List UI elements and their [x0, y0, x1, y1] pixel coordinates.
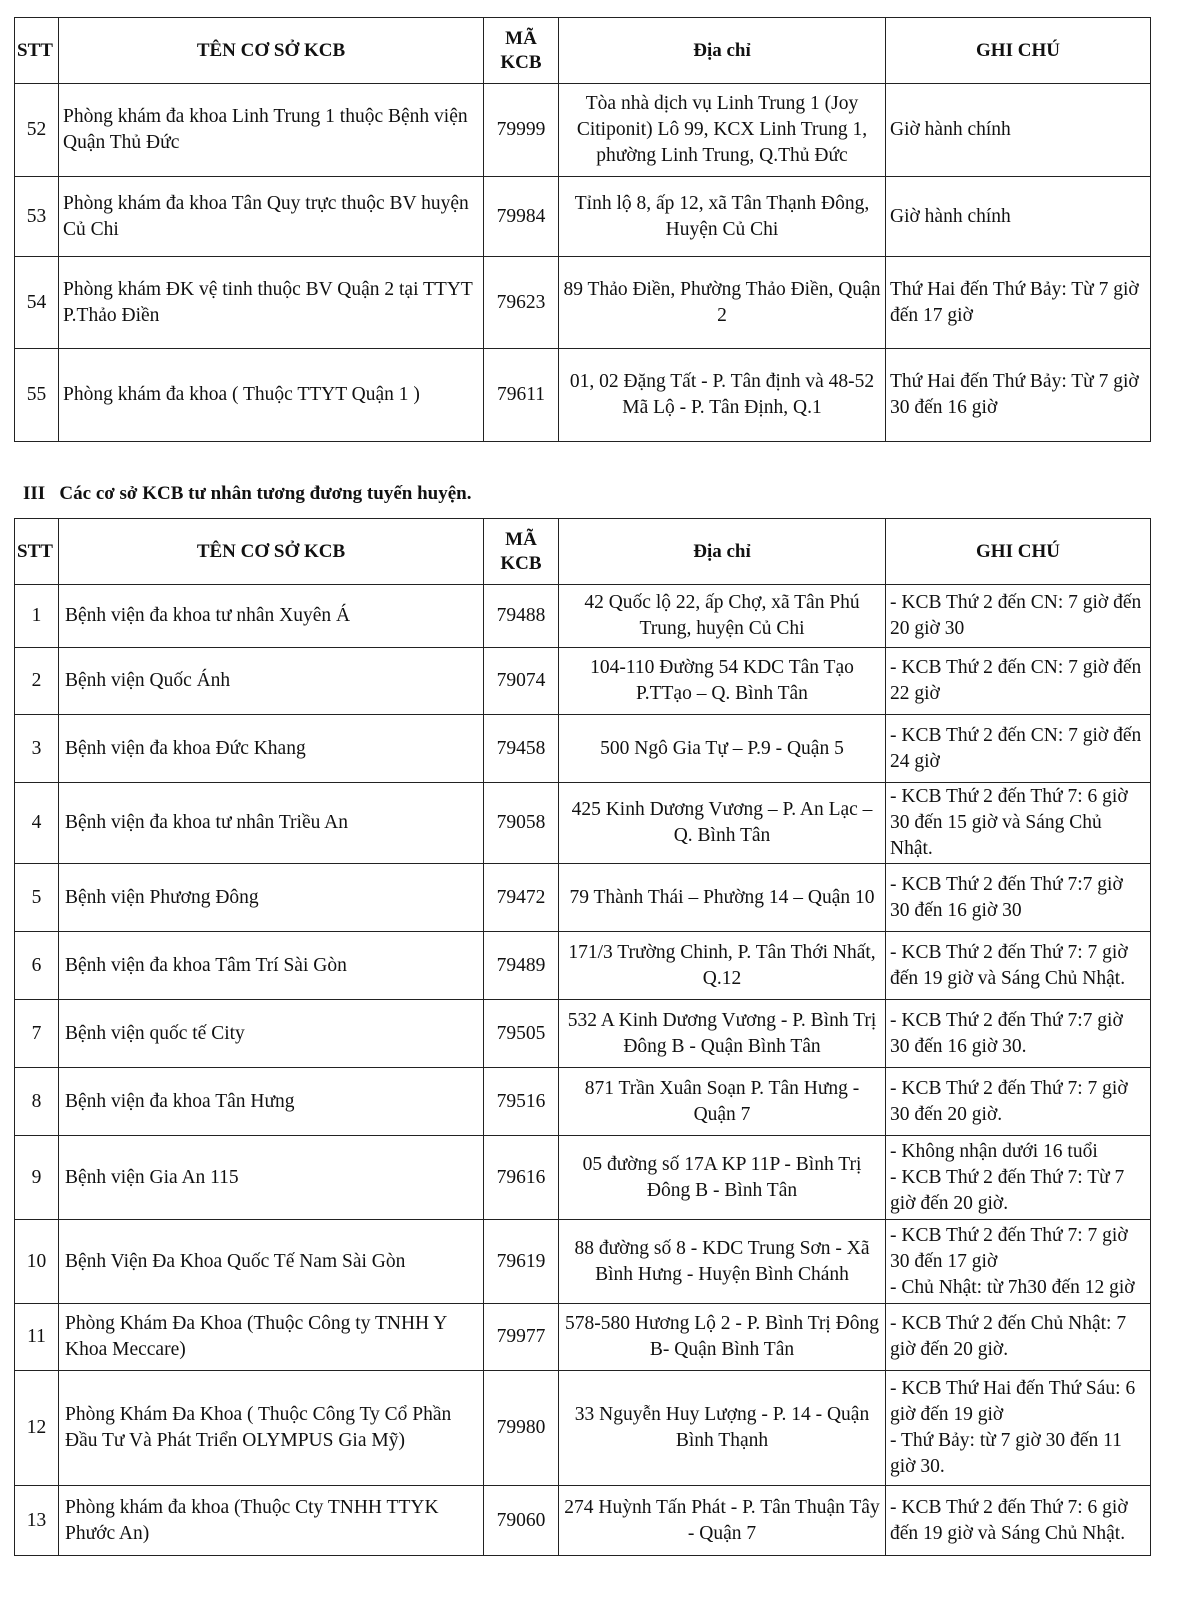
- row-note: - KCB Thứ 2 đến Thứ 7:7 giờ 30 đến 16 giờ 30.: [886, 1000, 1151, 1068]
- row-address: 425 Kinh Dương Vương – P. An Lạc – Q. Bình Tân: [559, 783, 886, 864]
- row-address: 871 Trần Xuân Soạn P. Tân Hưng - Quận 7: [559, 1068, 886, 1136]
- row-address: 33 Nguyễn Huy Lượng - P. 14 - Quận Bình Thạnh: [559, 1371, 886, 1486]
- table-row: [15, 932, 1151, 1000]
- row-note: Thứ Hai đến Thứ Bảy: Từ 7 giờ 30 đến 16 giờ: [886, 349, 1151, 442]
- row-facility-name: Bệnh viện đa khoa tư nhân Triều An: [59, 783, 484, 864]
- row-stt: 55: [15, 349, 59, 442]
- row-facility-name: Bệnh viện Quốc Ánh: [59, 648, 484, 715]
- row-note: - KCB Thứ 2 đến CN: 7 giờ đến 24 giờ: [886, 715, 1151, 783]
- row-note: - KCB Thứ 2 đến Thứ 7: 7 giờ 30 đến 17 giờ - Chủ Nhật: từ 7h30 đến 12 giờ: [886, 1220, 1151, 1304]
- row-facility-code: 79616: [484, 1136, 559, 1220]
- row-stt: 6: [15, 932, 59, 1000]
- table-row: [15, 1486, 1151, 1556]
- row-facility-code: 79980: [484, 1371, 559, 1486]
- row-facility-code: 79489: [484, 932, 559, 1000]
- table-row: [15, 1371, 1151, 1486]
- row-stt: 4: [15, 783, 59, 864]
- row-facility-name: Phòng Khám Đa Khoa (Thuộc Công ty TNHH Y Khoa Meccare): [59, 1304, 484, 1371]
- header-code-line1: MÃ: [505, 528, 537, 550]
- row-facility-code: 79488: [484, 585, 559, 648]
- hospital-table-2: [14, 518, 1151, 1556]
- row-stt: 8: [15, 1068, 59, 1136]
- table-row: [15, 1304, 1151, 1371]
- row-address: 500 Ngô Gia Tự – P.9 - Quận 5: [559, 715, 886, 783]
- row-facility-name: Bệnh viện đa khoa tư nhân Xuyên Á: [59, 585, 484, 648]
- row-note: - KCB Thứ 2 đến Chủ Nhật: 7 giờ đến 20 giờ.: [886, 1304, 1151, 1371]
- row-facility-code: 79060: [484, 1486, 559, 1556]
- row-address: 578-580 Hương Lộ 2 - P. Bình Trị Đông B- Quận Bình Tân: [559, 1304, 886, 1371]
- table-row: [15, 715, 1151, 783]
- row-stt: 11: [15, 1304, 59, 1371]
- row-facility-name: Bệnh viện đa khoa Tâm Trí Sài Gòn: [59, 932, 484, 1000]
- row-address: 274 Huỳnh Tấn Phát - P. Tân Thuận Tây - Quận 7: [559, 1486, 886, 1556]
- row-facility-code: 79984: [484, 177, 559, 257]
- row-note: - KCB Thứ 2 đến CN: 7 giờ đến 22 giờ: [886, 648, 1151, 715]
- row-facility-code: 79977: [484, 1304, 559, 1371]
- row-note: - KCB Thứ 2 đến Thứ 7: 7 giờ 30 đến 20 giờ.: [886, 1068, 1151, 1136]
- header-code-line2: KCB: [500, 51, 542, 73]
- table-row: [15, 349, 1151, 442]
- row-address: 104-110 Đường 54 KDC Tân Tạo P.TTạo – Q. Bình Tân: [559, 648, 886, 715]
- table-row: [15, 84, 1151, 177]
- table-row: [15, 257, 1151, 349]
- hospital-table-1: [14, 17, 1151, 442]
- row-note: Giờ hành chính: [886, 84, 1151, 177]
- row-facility-code: 79505: [484, 1000, 559, 1068]
- row-address: 532 A Kinh Dương Vương - P. Bình Trị Đông B - Quận Bình Tân: [559, 1000, 886, 1068]
- header-code-line2: KCB: [500, 552, 542, 574]
- row-stt: 3: [15, 715, 59, 783]
- table-header-row: [15, 519, 1151, 585]
- header-address: Địa chỉ: [559, 18, 886, 84]
- row-facility-code: 79458: [484, 715, 559, 783]
- row-facility-code: 79472: [484, 864, 559, 932]
- row-facility-name: Bệnh viện Phương Đông: [59, 864, 484, 932]
- row-stt: 9: [15, 1136, 59, 1220]
- row-stt: 1: [15, 585, 59, 648]
- row-address: 01, 02 Đặng Tất - P. Tân định và 48-52 Mã Lộ - P. Tân Định, Q.1: [559, 349, 886, 442]
- row-stt: 7: [15, 1000, 59, 1068]
- row-note: - KCB Thứ 2 đến Thứ 7: 6 giờ 30 đến 15 giờ và Sáng Chủ Nhật.: [886, 783, 1151, 864]
- row-facility-code: 79058: [484, 783, 559, 864]
- row-note: - KCB Thứ 2 đến Thứ 7: 7 giờ đến 19 giờ và Sáng Chủ Nhật.: [886, 932, 1151, 1000]
- table-row: [15, 585, 1151, 648]
- row-note: - Không nhận dưới 16 tuổi - KCB Thứ 2 đến Thứ 7: Từ 7 giờ đến 20 giờ.: [886, 1136, 1151, 1220]
- table-row: [15, 1000, 1151, 1068]
- row-facility-code: 79516: [484, 1068, 559, 1136]
- table-row: [15, 1220, 1151, 1304]
- row-note: - KCB Thứ 2 đến Thứ 7: 6 giờ đến 19 giờ và Sáng Chủ Nhật.: [886, 1486, 1151, 1556]
- row-facility-name: Phòng khám đa khoa ( Thuộc TTYT Quận 1 ): [59, 349, 484, 442]
- row-facility-name: Bệnh viện Gia An 115: [59, 1136, 484, 1220]
- header-stt: STT: [15, 519, 59, 585]
- row-stt: 10: [15, 1220, 59, 1304]
- table-row: [15, 177, 1151, 257]
- header-code-line1: MÃ: [505, 27, 537, 49]
- section-title: III Các cơ sở KCB tư nhân tương đương tuyến huyện.: [23, 483, 472, 504]
- header-name: TÊN CƠ SỞ KCB: [59, 18, 484, 84]
- header-code: [484, 18, 559, 84]
- row-facility-name: Phòng khám ĐK vệ tinh thuộc BV Quận 2 tại TTYT P.Thảo Điền: [59, 257, 484, 349]
- table-row: [15, 1068, 1151, 1136]
- header-address: Địa chỉ: [559, 519, 886, 585]
- row-address: Tỉnh lộ 8, ấp 12, xã Tân Thạnh Đông, Huyện Củ Chi: [559, 177, 886, 257]
- row-address: 171/3 Trường Chinh, P. Tân Thới Nhất, Q.12: [559, 932, 886, 1000]
- header-note: GHI CHÚ: [886, 18, 1151, 84]
- row-facility-name: Phòng Khám Đa Khoa ( Thuộc Công Ty Cổ Phần Đầu Tư Và Phát Triển OLYMPUS Gia Mỹ): [59, 1371, 484, 1486]
- row-stt: 2: [15, 648, 59, 715]
- row-stt: 13: [15, 1486, 59, 1556]
- row-stt: 54: [15, 257, 59, 349]
- row-facility-code: 79623: [484, 257, 559, 349]
- table-row: [15, 864, 1151, 932]
- row-facility-name: Bệnh viện đa khoa Đức Khang: [59, 715, 484, 783]
- table-row: [15, 783, 1151, 864]
- row-facility-name: Phòng khám đa khoa Tân Quy trực thuộc BV huyện Củ Chi: [59, 177, 484, 257]
- row-facility-code: 79619: [484, 1220, 559, 1304]
- header-stt: STT: [15, 18, 59, 84]
- row-stt: 5: [15, 864, 59, 932]
- row-facility-name: Bệnh viện đa khoa Tân Hưng: [59, 1068, 484, 1136]
- row-address: 05 đường số 17A KP 11P - Bình Trị Đông B - Bình Tân: [559, 1136, 886, 1220]
- table-header-row: [15, 18, 1151, 84]
- row-note: Thứ Hai đến Thứ Bảy: Từ 7 giờ đến 17 giờ: [886, 257, 1151, 349]
- row-stt: 12: [15, 1371, 59, 1486]
- row-stt: 53: [15, 177, 59, 257]
- row-note: Giờ hành chính: [886, 177, 1151, 257]
- row-facility-name: Phòng khám đa khoa Linh Trung 1 thuộc Bệnh viện Quận Thủ Đức: [59, 84, 484, 177]
- row-facility-code: 79074: [484, 648, 559, 715]
- row-address: 88 đường số 8 - KDC Trung Sơn - Xã Bình Hưng - Huyện Bình Chánh: [559, 1220, 886, 1304]
- row-facility-code: 79611: [484, 349, 559, 442]
- row-facility-name: Bệnh viện quốc tế City: [59, 1000, 484, 1068]
- table-row: [15, 1136, 1151, 1220]
- row-address: 79 Thành Thái – Phường 14 – Quận 10: [559, 864, 886, 932]
- header-name: TÊN CƠ SỞ KCB: [59, 519, 484, 585]
- row-facility-name: Phòng khám đa khoa (Thuộc Cty TNHH TTYK Phước An): [59, 1486, 484, 1556]
- row-address: 42 Quốc lộ 22, ấp Chợ, xã Tân Phú Trung, huyện Củ Chi: [559, 585, 886, 648]
- row-note: - KCB Thứ 2 đến CN: 7 giờ đến 20 giờ 30: [886, 585, 1151, 648]
- header-note: GHI CHÚ: [886, 519, 1151, 585]
- row-facility-code: 79999: [484, 84, 559, 177]
- header-code: [484, 519, 559, 585]
- row-stt: 52: [15, 84, 59, 177]
- row-note: - KCB Thứ Hai đến Thứ Sáu: 6 giờ đến 19 giờ - Thứ Bảy: từ 7 giờ 30 đến 11 giờ 30.: [886, 1371, 1151, 1486]
- row-facility-name: Bệnh Viện Đa Khoa Quốc Tế Nam Sài Gòn: [59, 1220, 484, 1304]
- table-row: [15, 648, 1151, 715]
- row-address: Tòa nhà dịch vụ Linh Trung 1 (Joy Citiponit) Lô 99, KCX Linh Trung 1, phường Linh Trung, Q.Thủ Đức: [559, 84, 886, 177]
- row-note: - KCB Thứ 2 đến Thứ 7:7 giờ 30 đến 16 giờ 30: [886, 864, 1151, 932]
- row-address: 89 Thảo Điền, Phường Thảo Điền, Quận 2: [559, 257, 886, 349]
